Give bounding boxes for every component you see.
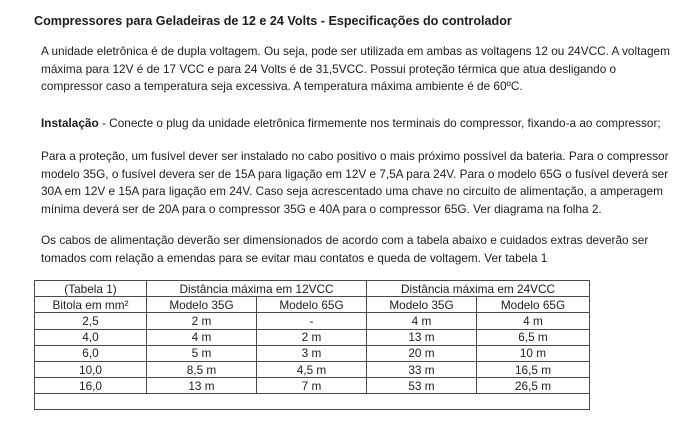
table-empty-row [35, 394, 590, 410]
table-cell: - [257, 313, 367, 329]
table-cell: 6,0 [35, 345, 147, 361]
table-cell: 4 m [147, 329, 257, 345]
table-cell: 13 m [147, 378, 257, 394]
empty-cell [35, 394, 590, 410]
table-header-row-2 [35, 297, 590, 313]
table-row [35, 313, 590, 329]
paragraph-voltage: A unidade eletrônica é de dupla voltagem. Ou seja, pode ser utilizada em ambas as voltagens 12 ou 24VCC. A voltagem máxima para 12V é de 17 VCC e para 24 Volts é de 31,5VCC. Possui proteção térmica que atua desligando o compressor caso a temperatura seja excessiva. A temperatura máxima ambiente é de 60ºC. [41, 44, 670, 94]
table-cell: 4,0 [35, 329, 147, 345]
table-caption-cell: (Tabela 1) [35, 281, 147, 297]
table-row [35, 361, 590, 377]
header-col-12v-35g: Modelo 35G [147, 297, 257, 313]
table-cell: 10,0 [35, 361, 147, 377]
table-row [35, 329, 590, 345]
table-cell: 20 m [367, 345, 477, 361]
header-gauge: Bitola em mm² [35, 297, 147, 313]
header-24v-group: Distância máxima em 24VCC [367, 281, 590, 297]
table-cell: 13 m [367, 329, 477, 345]
paragraph-fuse: Para a proteção, um fusível dever ser instalado no cabo positivo o mais próximo possível da bateria. Para o compressor modelo 35G, o fusível devera ser de 15A para ligação em 12V e 7,5A para 24V. Para o modelo 65G o fusível deverá ser 30A em 12V e 15A para ligação em 24V. Caso seja acrescentado uma chave no circuito de alimentação, a amperagem mínima deverá ser de 20A para o compressor 35G e 40A para o compressor 65G. Ver diagrama na folha 2. [41, 149, 669, 216]
header-col-12v-65g: Modelo 65G [257, 297, 367, 313]
header-col-24v-35g: Modelo 35G [367, 297, 477, 313]
header-12v-group: Distância máxima em 12VCC [147, 281, 367, 297]
installation-label: Instalação [41, 116, 99, 130]
table-cell: 2,5 [35, 313, 147, 329]
paragraph-installation [41, 115, 671, 133]
table-cell: 16,5 m [477, 361, 590, 377]
table-cell: 2 m [147, 313, 257, 329]
table-cell: 16,0 [35, 378, 147, 394]
table-cell: 4 m [367, 313, 477, 329]
paragraph-cables: Os cabos de alimentação deverão ser dimensionados de acordo com a tabela abaixo e cuidados extras deverão ser tomados com relação a emendas para se evitar mau contatos e queda de voltagem. Ver tabela 1 [41, 233, 649, 265]
table-cell: 4,5 m [257, 361, 367, 377]
header-col-24v-65g: Modelo 65G [477, 297, 590, 313]
table-cell: 7 m [257, 378, 367, 394]
table-cell: 8,5 m [147, 361, 257, 377]
table-row [35, 378, 590, 394]
table-cell: 33 m [367, 361, 477, 377]
table-cell: 3 m [257, 345, 367, 361]
table-header-row-1 [35, 281, 590, 297]
cable-table [34, 280, 590, 410]
table-row [35, 345, 590, 361]
table-cell: 2 m [257, 329, 367, 345]
table-cell: 5 m [147, 345, 257, 361]
table-cell: 53 m [367, 378, 477, 394]
table-cell: 4 m [477, 313, 590, 329]
installation-text: - Conecte o plug da unidade eletrônica firmemente nos terminais do compressor, fixando-a ao compressor; [98, 116, 661, 130]
table-cell: 26,5 m [477, 378, 590, 394]
document-title: Compressores para Geladeiras de 12 e 24 Volts - Especificações do controlador [34, 14, 512, 28]
table-cell: 6,5 m [477, 329, 590, 345]
table-cell: 10 m [477, 345, 590, 361]
